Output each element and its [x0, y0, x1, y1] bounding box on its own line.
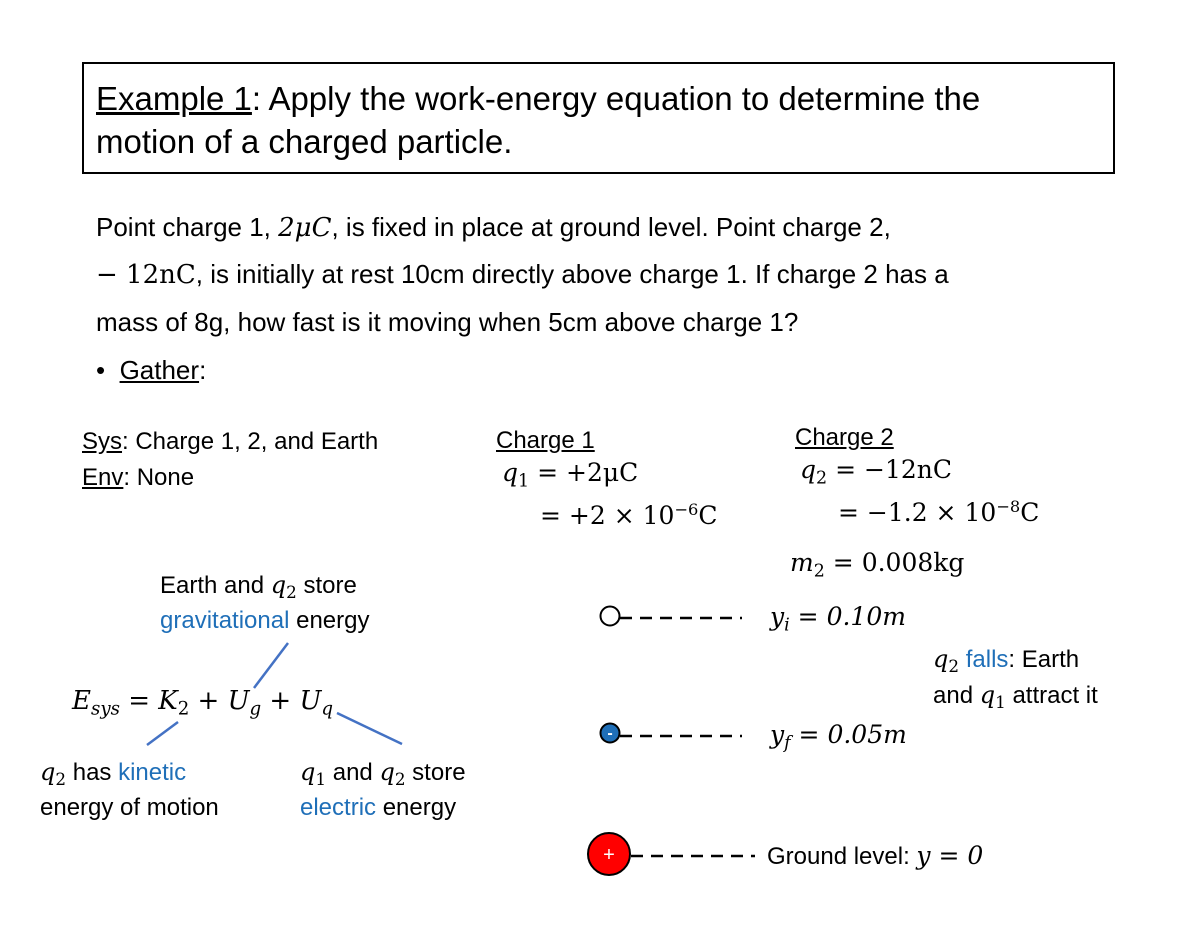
annotation-text: store — [405, 759, 466, 786]
kinetic-keyword: kinetic — [118, 759, 187, 786]
Uq-subscript: q — [321, 698, 334, 720]
kinetic-annotation-line-2: energy of motion — [40, 794, 219, 821]
annotation-text: : Earth — [1008, 646, 1080, 673]
positive-sign: + — [603, 844, 615, 866]
annotation-text: and — [326, 759, 380, 786]
gather-colon: : — [199, 355, 207, 385]
bullet-icon: • — [96, 355, 106, 385]
charge2-heading: Charge 2 — [795, 424, 894, 451]
charge1-sci-unit: C — [698, 500, 718, 530]
charge1-value-math: 2μC — [278, 213, 332, 243]
q-symbol: q — [270, 571, 287, 599]
q-subscript: 2 — [55, 769, 67, 790]
annotation-text: energy — [289, 607, 370, 634]
electric-connector-line — [337, 713, 402, 744]
charge1-sci-exponent: −6 — [674, 500, 699, 519]
m-symbol: m — [790, 548, 814, 577]
kinetic-connector-line — [147, 722, 178, 745]
annotation-text: attract it — [1005, 682, 1098, 709]
q-subscript: 1 — [995, 692, 1006, 713]
charge2-value-math: − 12nC — [96, 260, 196, 290]
y-subscript: i — [784, 615, 790, 636]
charge2-initial-icon — [601, 607, 620, 626]
gravitational-keyword: gravitational — [160, 607, 290, 634]
charge2-sci-exponent: −8 — [996, 497, 1021, 516]
initial-position-value: = 0.10m — [789, 602, 906, 631]
sys-text: : Charge 1, 2, and Earth — [122, 428, 379, 455]
problem-text: , is initially at rest 10cm directly above charge 1. If charge 2 has a — [195, 259, 949, 289]
env-label: Env — [82, 464, 124, 491]
K-subscript: 2 — [177, 698, 190, 720]
charge2-q-value: = −12nC — [827, 455, 952, 484]
ground-position-marker — [588, 833, 755, 875]
q-subscript: 2 — [948, 656, 960, 677]
y-symbol: y — [770, 602, 785, 631]
problem-text: , is fixed in place at ground level. Point charge 2, — [331, 212, 891, 242]
q-symbol: q — [379, 758, 395, 786]
electric-keyword: electric — [300, 794, 377, 821]
q-subscript: 2 — [394, 769, 406, 790]
q-symbol: q — [40, 758, 56, 786]
q-symbol: q — [502, 458, 519, 487]
m-subscript: 2 — [813, 561, 825, 582]
annotation-text: Earth and — [160, 572, 271, 599]
problem-text: Point charge 1, — [96, 212, 279, 242]
equation-term: + U — [189, 686, 250, 716]
charge2-mass-value: = 0.008kg — [824, 548, 965, 577]
initial-position-marker — [601, 607, 743, 626]
q-symbol: q — [300, 758, 316, 786]
y-symbol: y — [770, 720, 785, 749]
annotation-text: store — [296, 572, 357, 599]
Ug-subscript: g — [249, 698, 262, 720]
gather-label: Gather — [119, 355, 200, 385]
y-subscript: f — [784, 733, 791, 754]
negative-sign: - — [607, 725, 613, 742]
annotation-text: and — [933, 682, 980, 709]
q-symbol: q — [933, 645, 949, 673]
equation-term: = K — [119, 686, 178, 716]
E-symbol: E — [72, 686, 91, 716]
title-label: Example 1 — [96, 80, 252, 117]
env-text: : None — [123, 464, 195, 491]
charge2-sci-unit: C — [1020, 497, 1040, 527]
E-subscript: sys — [90, 698, 120, 720]
grav-connector-line — [254, 643, 288, 688]
falls-keyword: falls — [959, 646, 1009, 673]
final-position-value: = 0.05m — [790, 720, 907, 749]
charge2-sci-mantissa: = −1.2 × 10 — [838, 497, 997, 527]
q-subscript: 2 — [286, 582, 297, 603]
q-subscript: 1 — [315, 769, 327, 790]
annotation-text: energy — [376, 794, 457, 821]
charge1-q-value: = +2μC — [529, 458, 639, 487]
q-symbol: q — [800, 455, 817, 484]
q-subscript: 1 — [518, 471, 530, 492]
ground-level-text: Ground level: — [767, 843, 917, 870]
equation-term: + U — [261, 686, 322, 716]
q-subscript: 2 — [816, 468, 828, 489]
ground-level-math: y = 0 — [916, 841, 984, 870]
title-line-2: motion of a charged particle. — [96, 123, 513, 160]
final-position-marker — [601, 724, 743, 743]
problem-line-3: mass of 8g, how fast is it moving when 5cm above charge 1? — [96, 307, 799, 337]
charge1-sci-mantissa: = +2 × 10 — [540, 500, 675, 530]
title-text: : Apply the work-energy equation to determine the — [251, 80, 981, 117]
sys-label: Sys — [82, 428, 123, 455]
annotation-text: has — [66, 759, 119, 786]
q-symbol: q — [979, 681, 996, 709]
charge1-heading: Charge 1 — [496, 427, 595, 454]
